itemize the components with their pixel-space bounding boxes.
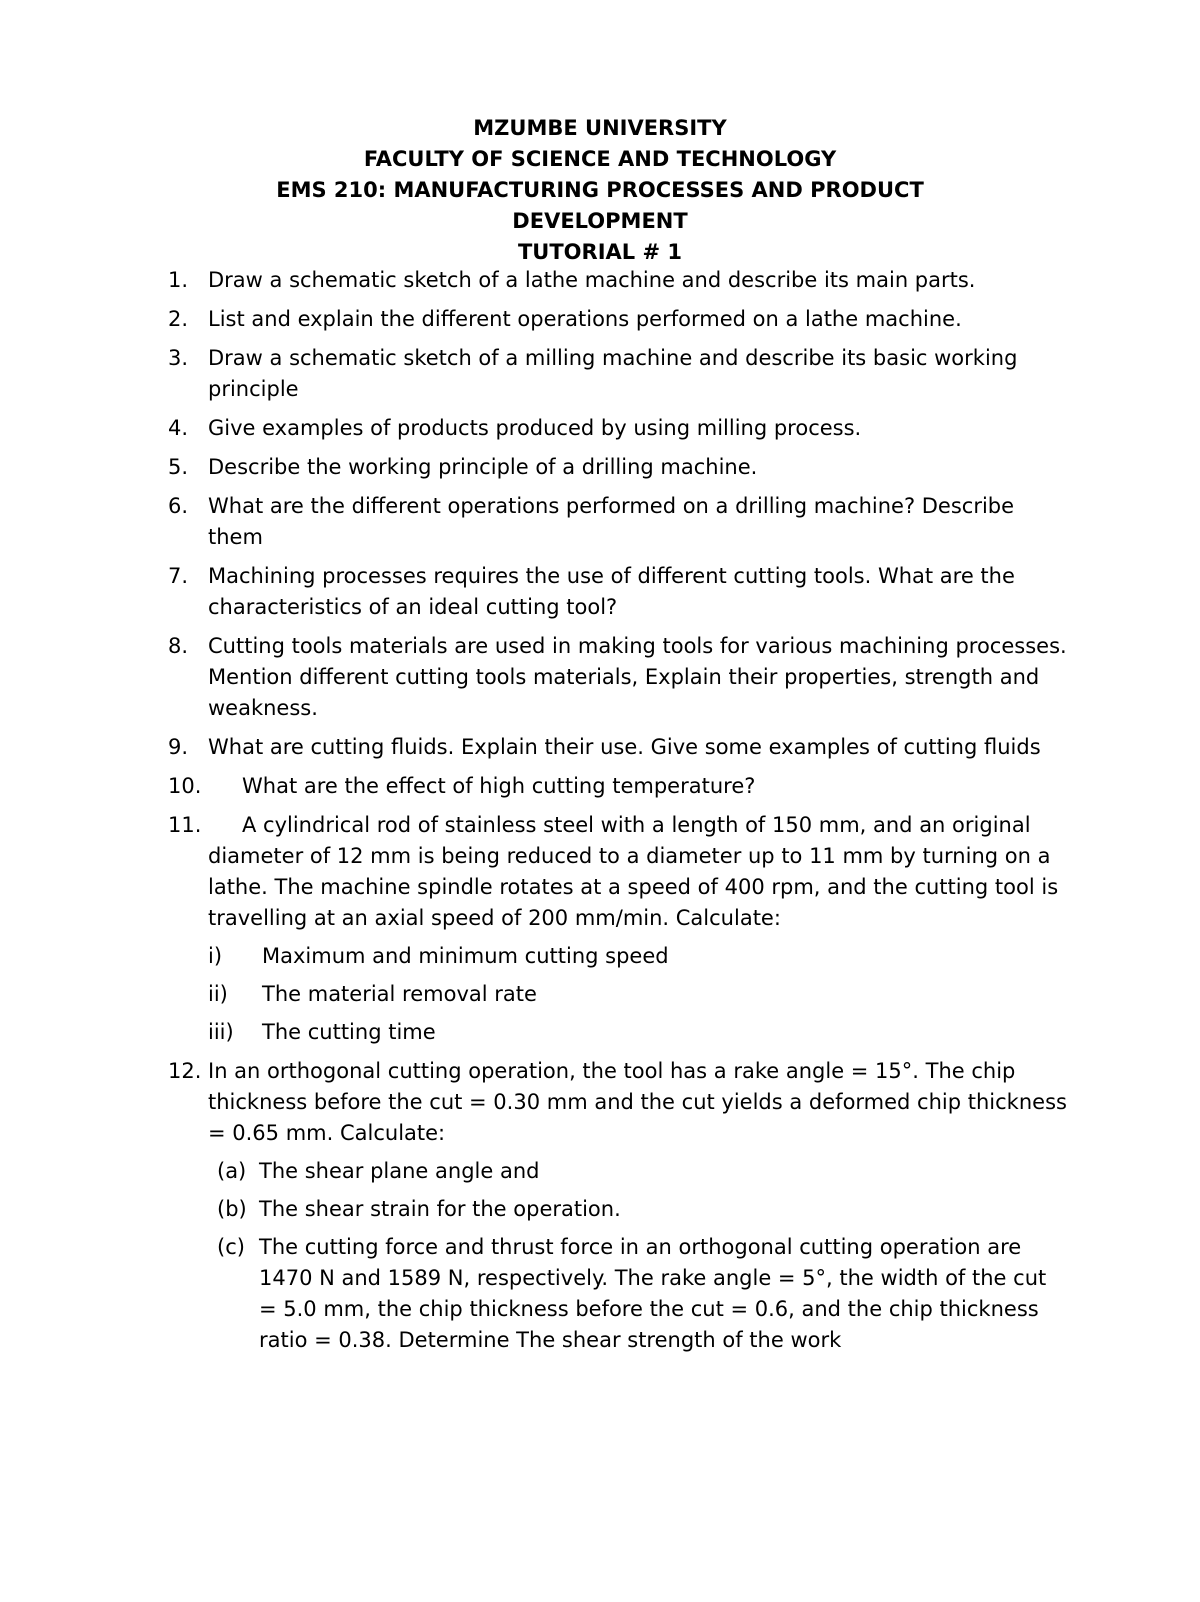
question-1 <box>168 265 1068 296</box>
question-number: 2. <box>168 307 189 331</box>
question-number: 7. <box>168 564 189 588</box>
course-title-line-2: DEVELOPMENT <box>512 209 688 233</box>
sub-question-ii <box>208 979 1068 1010</box>
sub-question-text: The shear strain for the operation. <box>259 1197 621 1221</box>
question-12 <box>168 1056 1068 1356</box>
question-number: 5. <box>168 455 189 479</box>
sub-question-c <box>217 1232 1068 1356</box>
sub-question-text: The cutting force and thrust force in an orthogonal cutting operation are 1470 N and 1589 N, respectively. The rake angle = 5°, the width of the cut = 5.0 mm, the chip thickness before the cut = 0.6, and the chip thickness ratio = 0.38. Determine The shear strength of the work <box>259 1235 1047 1352</box>
question-5 <box>168 452 1068 483</box>
question-number: 11. <box>168 813 202 837</box>
sub-question-text: The cutting time <box>262 1020 436 1044</box>
question-number: 1. <box>168 268 189 292</box>
question-7 <box>168 561 1068 623</box>
sub-question-number: ii) <box>208 982 228 1006</box>
question-text: Give examples of products produced by using milling process. <box>208 416 862 440</box>
question-number: 8. <box>168 634 189 658</box>
tutorial-title: TUTORIAL # 1 <box>517 240 682 264</box>
sub-question-text: Maximum and minimum cutting speed <box>262 944 669 968</box>
question-text: What are cutting fluids. Explain their use. Give some examples of cutting fluids <box>208 735 1041 759</box>
question-6 <box>168 491 1068 553</box>
question-4 <box>168 413 1068 444</box>
sub-question-text: The material removal rate <box>262 982 537 1006</box>
course-title-line-1: EMS 210: MANUFACTURING PROCESSES AND PRODUCT <box>276 178 924 202</box>
sub-question-number: (c) <box>217 1235 245 1259</box>
question-text: Draw a schematic sketch of a lathe machine and describe its main parts. <box>208 268 976 292</box>
question-list <box>168 265 1068 1364</box>
question-number: 4. <box>168 416 189 440</box>
question-text: Describe the working principle of a drilling machine. <box>208 455 758 479</box>
question-number: 12. <box>168 1059 202 1083</box>
sub-question-number: (b) <box>217 1197 247 1221</box>
question-8 <box>168 631 1068 724</box>
question-10 <box>168 771 1068 802</box>
sub-question-i <box>208 941 1068 972</box>
question-text: In an orthogonal cutting operation, the tool has a rake angle = 15°. The chip thickness before the cut = 0.30 mm and the cut yields a deformed chip thickness = 0.65 mm. Calculate: <box>208 1059 1067 1145</box>
sub-question-b <box>217 1194 1068 1225</box>
sub-question-iii <box>208 1017 1068 1048</box>
sub-question-number: i) <box>208 944 223 968</box>
question-9 <box>168 732 1068 763</box>
question-number: 3. <box>168 346 189 370</box>
sub-question-text: The shear plane angle and <box>259 1159 540 1183</box>
question-text: A cylindrical rod of stainless steel with a length of 150 mm, and an original diameter of 12 mm is being reduced to a diameter up to 11 mm by turning on a lathe. The machine spindle rotates at a speed of 400 rpm, and the cutting tool is travelling at an axial speed of 200 mm/min. Calculate: <box>208 813 1059 930</box>
sub-question-a <box>217 1156 1068 1187</box>
question-text: Draw a schematic sketch of a milling machine and describe its basic working principle <box>208 346 1018 401</box>
question-2 <box>168 304 1068 335</box>
question-text: Machining processes requires the use of different cutting tools. What are the characteristics of an ideal cutting tool? <box>208 564 1015 619</box>
question-3 <box>168 343 1068 405</box>
faculty-name: FACULTY OF SCIENCE AND TECHNOLOGY <box>363 147 837 171</box>
university-name: MZUMBE UNIVERSITY <box>473 116 727 140</box>
sub-question-number: (a) <box>217 1159 247 1183</box>
question-text: What are the different operations performed on a drilling machine? Describe them <box>208 494 1015 549</box>
question-number: 6. <box>168 494 189 518</box>
document-header <box>160 113 1040 268</box>
question-text: Cutting tools materials are used in making tools for various machining processes. Mention different cutting tools materials, Explain their properties, strength and weakness. <box>208 634 1067 720</box>
question-text: List and explain the different operations performed on a lathe machine. <box>208 307 962 331</box>
question-text: What are the effect of high cutting temperature? <box>242 774 756 798</box>
question-number: 9. <box>168 735 189 759</box>
question-number: 10. <box>168 774 202 798</box>
question-11 <box>168 810 1068 1048</box>
sub-question-number: iii) <box>208 1020 234 1044</box>
